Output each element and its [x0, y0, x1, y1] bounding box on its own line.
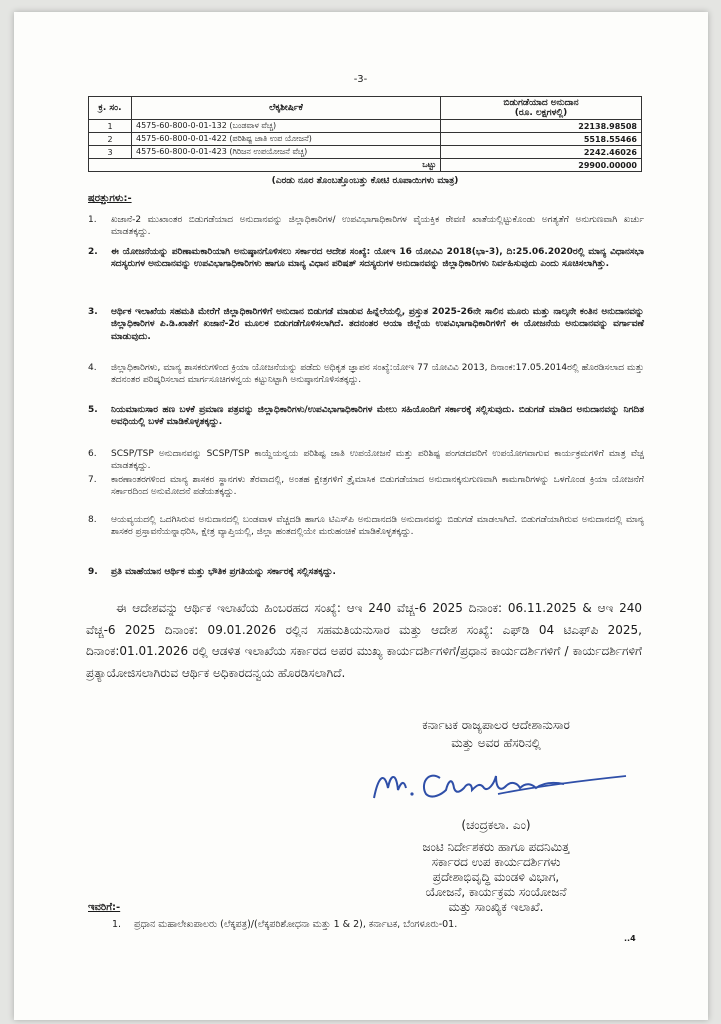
condition-item — [88, 474, 644, 499]
signature-authority — [346, 716, 646, 752]
condition-number: 8. — [88, 515, 97, 525]
condition-item — [88, 448, 644, 473]
allocation-table — [88, 96, 642, 172]
designation-line: ಜಂಟಿ ನಿರ್ದೇಶಕರು ಹಾಗೂ ಪದನಿಮಿತ್ತ — [422, 840, 570, 854]
condition-number: 6. — [88, 449, 97, 459]
copy-to-number: 1. — [112, 919, 122, 930]
signatory-designation — [346, 840, 646, 915]
copy-to-heading: ಇವರಿಗೆ:- — [88, 902, 121, 913]
condition-text: ನಿಯಮಾನುಸಾರ ಹಣ ಬಳಕೆ ಪ್ರಮಾಣ ಪತ್ರವನ್ನು ಜಿಲ್ಲಾಧಿಕಾರಿಗಳು/ಉಪವಿಭಾಗಾಧಿಕಾರಿಗಳ ಮೇಲು ಸಹಿಯೊಂದಿಗೆ ಸರ್ಕಾರಕ್ಕೆ ಸಲ್ಲಿಸುವುದು. ಬಿಡುಗಡೆ ಮಾಡಿದ ಅನುದಾನವನ್ನು ನಿಗದಿತ ಅವಧಿಯಲ್ಲಿ ಬಳಕೆ ಮಾಡಿಕೊಳ್ಳತಕ್ಕದ್ದು. — [111, 405, 644, 428]
cell-amount: 5518.55466 — [441, 133, 642, 146]
condition-item — [88, 306, 644, 343]
cell-head: 4575-60-800-0-01-423 (ಗಿರಿಜನ ಉಪಯೋಜನೆ ವೆಚ್ಚ) — [132, 146, 441, 159]
authority-line-2: ಮತ್ತು ಅವರ ಹೆಸರಿನಲ್ಲಿ — [451, 736, 541, 750]
table-header-row — [89, 97, 642, 120]
designation-line: ಮತ್ತು ಸಾಂಖ್ಯಿಕ ಇಲಾಖೆ. — [448, 900, 544, 914]
condition-number: 5. — [88, 405, 98, 415]
conditions-heading: ಷರತ್ತುಗಳು:- — [88, 193, 132, 204]
col-header-amount-label: ಬಿಡುಗಡೆಯಾದ ಅನುದಾನ — [503, 98, 579, 108]
handwritten-signature — [368, 758, 630, 806]
total-label: ಒಟ್ಟು — [89, 159, 441, 172]
signatory-name: (ಚಂದ್ರಕಲಾ. ಎಂ) — [461, 818, 531, 832]
condition-number: 9. — [88, 567, 98, 577]
col-header-head-of-account: ಲೆಕ್ಕಶೀರ್ಷಿಕೆ — [132, 97, 441, 120]
condition-text: ಆರ್ಥಿಕ ಇಲಾಖೆಯ ಸಹಮತಿ ಮೇರೆಗೆ ಜಿಲ್ಲಾಧಿಕಾರಿಗಳಿಗೆ ಅನುದಾನ ಬಿಡುಗಡೆ ಮಾಡುವ ಹಿನ್ನೆಲೆಯಲ್ಲಿ, ಪ್ರಸ್ತುತ 2025-26ನೇ ಸಾಲಿನ ಮೂರು ಮತ್ತು ನಾಲ್ಕನೇ ಕಂತಿನ ಅನುದಾನವನ್ನು ಜಿಲ್ಲಾಧಿಕಾರಿಗಳ ಪಿ.ಡಿ.ಖಾತೆಗೆ ಖಜಾನೆ-2ರ ಮೂಲಕ ಬಿಡುಗಡೆಗೊಳಿಸಲಾಗಿದೆ. ತದನಂತರ ಆಯಾ ಜಿಲ್ಲೆಯ ಉಪವಿಭಾಗಾಧಿಕಾರಿಗಳಿಗೆ ಈ ಯೋಜನೆಯ ಅನುದಾನವನ್ನು ವರ್ಗಾವಣೆ ಮಾಡುವುದು. — [111, 307, 644, 342]
cell-amount: 2242.46026 — [441, 146, 642, 159]
condition-text: ಆಯವ್ಯಯದಲ್ಲಿ ಒದಗಿಸಿರುವ ಅನುದಾನದಲ್ಲಿ ಬಂಡವಾಳ ವೆಚ್ಚದಡಿ ಹಾಗೂ ಟಿಎಸ್‌ಪಿ ಅನುದಾನದಡಿ ಅನುದಾನವನ್ನು ಬಿಡುಗಡೆ ಮಾಡಲಾಗಿದೆ. ಬಿಡುಗಡೆಯಾಗಿರುವ ಅನುದಾನದಲ್ಲಿ ಮಾನ್ಯ ಶಾಸಕರ ಪ್ರಸ್ತಾವನೆಯನ್ನಾಧರಿಸಿ, ಕ್ಷೇತ್ರ ವ್ಯಾಪ್ತಿಯಲ್ಲಿ, ಜಿಲ್ಲಾ ಹಂತದಲ್ಲಿಯೇ ಮರುಹಂಚಿಕೆ ಮಾಡಿಕೊಳ್ಳತಕ್ಕದ್ದು. — [111, 515, 644, 538]
next-page-marker: ..4 — [624, 934, 636, 943]
condition-number: 3. — [88, 307, 98, 317]
condition-item — [88, 362, 644, 387]
designation-line: ಯೋಜನೆ, ಕಾರ್ಯಕ್ರಮ ಸಂಯೋಜನೆ — [425, 885, 567, 899]
cell-head: 4575-60-800-0-01-422 (ಪರಿಶಿಷ್ಟ ಜಾತಿ ಉಪ ಯೋಜನೆ) — [132, 133, 441, 146]
order-paragraph: ಈ ಆದೇಶವನ್ನು ಆರ್ಥಿಕ ಇಲಾಖೆಯ ಹಿಂಬರಹದ ಸಂಖ್ಯೆ: ಆಇ 240 ವೆಚ್ಚ-6 2025 ದಿನಾಂಕ: 06.11.2025 & ಆಇ 240 ವೆಚ್ಚ-6 2025 ದಿನಾಂಕ: 09.01.2026 ರಲ್ಲಿನ ಸಹಮತಿಯನುಸಾರ ಮತ್ತು ಆದೇಶ ಸಂಖ್ಯೆ: ಎಫ್‌ಡಿ 04 ಟಿಎಫ್‌ಪಿ 2025, ದಿನಾಂಕ:01.01.2026 ರಲ್ಲಿ ಆಡಳಿತ ಇಲಾಖೆಯ ಸರ್ಕಾರದ ಅಪರ ಮುಖ್ಯ ಕಾರ್ಯದರ್ಶಿಗಳಿಗೆ/ಪ್ರಧಾನ ಕಾರ್ಯದರ್ಶಿಗಳಿಗೆ / ಕಾರ್ಯದರ್ಶಿಗಳಿಗೆ ಪ್ರತ್ಯಾಯೋಜಿಸಲಾಗಿರುವ ಆರ್ಥಿಕ ಅಧಿಕಾರದನ್ವಯ ಹೊರಡಿಸಲಾಗಿದೆ. — [86, 601, 642, 680]
condition-text: ಪ್ರತಿ ಮಾಹೆಯಾನ ಆರ್ಥಿಕ ಮತ್ತು ಭೌತಿಕ ಪ್ರಗತಿಯನ್ನು ಸರ್ಕಾರಕ್ಕೆ ಸಲ್ಲಿಸತಕ್ಕದ್ದು. — [111, 567, 336, 577]
condition-number: 4. — [88, 363, 97, 373]
table-row — [89, 146, 642, 159]
condition-item — [88, 246, 644, 271]
condition-text: SCSP/TSP ಅನುದಾನವನ್ನು SCSP/TSP ಕಾಯ್ದೆಯನ್ವಯ ಪರಿಶಿಷ್ಟ ಜಾತಿ ಉಪಯೋಜನೆ ಮತ್ತು ಪರಿಶಿಷ್ಟ ಪಂಗಡದವರಿಗೆ ಉಪಯೋಗವಾಗುವ ಕಾರ್ಯಕ್ರಮಗಳಿಗೆ ಮಾತ್ರ ವೆಚ್ಚ ಮಾಡತಕ್ಕದ್ದು. — [111, 449, 644, 472]
col-header-amount — [441, 97, 642, 120]
table-total-row — [89, 159, 642, 172]
cell-sl: 3 — [89, 146, 132, 159]
condition-text: ಕಾರಣಾಂತರಗಳಿಂದ ಮಾನ್ಯ ಶಾಸಕರ ಸ್ಥಾನಗಳು ತೆರವಾದಲ್ಲಿ, ಅಂತಹ ಕ್ಷೇತ್ರಗಳಿಗೆ ತ್ರೈಮಾಸಿಕ ಬಿಡುಗಡೆಯಾದ ಅನುದಾನಕ್ಕನುಗುಣವಾಗಿ ಕಾಮಗಾರಿಗಳನ್ನು ಒಳಗೊಂಡ ಕ್ರಿಯಾ ಯೋಜನೆಗೆ ಸರ್ಕಾರದಿಂದ ಅನುಮೋದನೆ ಪಡೆಯತಕ್ಕದ್ದು. — [111, 475, 644, 498]
amount-in-words: (ಎರಡು ನೂರ ತೊಂಬತ್ತೊಂಬತ್ತು ಕೋಟಿ ರೂಪಾಯಿಗಳು ಮಾತ್ರ) — [271, 176, 459, 186]
total-amount: 29900.00000 — [441, 159, 642, 172]
table-row — [89, 120, 642, 133]
condition-item — [88, 404, 644, 429]
copy-to-text: ಪ್ರಧಾನ ಮಹಾಲೇಖಪಾಲರು (ಲೆಕ್ಕಪತ್ರ)/(ಲೆಕ್ಕಪರಿಶೋಧನಾ ಮತ್ತು 1 & 2), ಕರ್ನಾಟಕ, ಬೆಂಗಳೂರು-01. — [134, 919, 458, 930]
cell-head: 4575-60-800-0-01-132 (ಬಂಡವಾಳ ವೆಚ್ಚ) — [132, 120, 441, 133]
condition-item — [88, 566, 644, 578]
cell-sl: 2 — [89, 133, 132, 146]
condition-number: 2. — [88, 247, 98, 257]
condition-text: ಜಿಲ್ಲಾಧಿಕಾರಿಗಳು, ಮಾನ್ಯ ಶಾಸಕರುಗಳಿಂದ ಕ್ರಿಯಾ ಯೋಜನೆಯನ್ನು ಪಡೆದು ಅಧಿಕೃತ ಜ್ಞಾಪನ ಸಂಖ್ಯೆ:ಯೋಇ 77 ಯೋವಿವಿ 2013, ದಿನಾಂಕ:17.05.2014ರಲ್ಲಿ ಹೊರಡಿಸಲಾದ ಮತ್ತು ತದನಂತರ ಪರಿಷ್ಕರಿಸಲಾದ ಮಾರ್ಗಸೂಚಿಗಳನ್ವಯ ಕಟ್ಟುನಿಟ್ಟಾಗಿ ಅನುಷ್ಠಾನಗೊಳಿಸತಕ್ಕದ್ದು. — [111, 363, 644, 386]
designation-line: ಸರ್ಕಾರದ ಉಪ ಕಾರ್ಯದರ್ಶಿಗಳು — [431, 855, 561, 869]
condition-number: 7. — [88, 475, 97, 485]
cell-sl: 1 — [89, 120, 132, 133]
col-header-amount-unit: (ರೂ. ಲಕ್ಷಗಳಲ್ಲಿ) — [514, 108, 568, 118]
table-row — [89, 133, 642, 146]
designation-line: ಪ್ರದೇಶಾಭಿವೃದ್ಧಿ ಮಂಡಳಿ ವಿಭಾಗ, — [432, 870, 560, 884]
condition-text: ಖಜಾನೆ-2 ಮುಖಾಂತರ ಬಿಡುಗಡೆಯಾದ ಅನುದಾನವನ್ನು ಜಿಲ್ಲಾಧಿಕಾರಿಗಳ/ ಉಪವಿಭಾಗಾಧಿಕಾರಿಗಳ ವೈಯಕ್ತಿಕ ಠೇವಣಿ ಖಾತೆಯಲ್ಲಿಟ್ಟುಕೊಂಡು ಅಗತ್ಯತೆಗೆ ಅನುಗುಣವಾಗಿ ಖರ್ಚು ಮಾಡತಕ್ಕದ್ದು. — [111, 215, 644, 238]
condition-item — [88, 514, 644, 539]
cell-amount: 22138.98508 — [441, 120, 642, 133]
condition-number: 1. — [88, 215, 97, 225]
condition-text: ಈ ಯೋಜನೆಯನ್ನು ಪರಿಣಾಮಕಾರಿಯಾಗಿ ಅನುಷ್ಠಾನಗೊಳಿಸಲು ಸರ್ಕಾರದ ಆದೇಶ ಸಂಖ್ಯೆ: ಯೋಇ 16 ಯೋವಿವಿ 2018(ಭಾ-3), ದಿ:25.06.2020ರಲ್ಲಿ ಮಾನ್ಯ ವಿಧಾನಸಭಾ ಸದಸ್ಯರುಗಳ ಅನುದಾನವನ್ನು ಉಪವಿಭಾಗಾಧಿಕಾರಿಗಳು ಹಾಗೂ ಮಾನ್ಯ ವಿಧಾನ ಪರಿಷತ್ ಸದಸ್ಯರುಗಳ ಅನುದಾನವನ್ನು ಜಿಲ್ಲಾಧಿಕಾರಿಗಳು ನಿರ್ವಹಿಸುವುದು ಎಂದು ಸೂಚಿಸಲಾಗಿತ್ತು. — [111, 247, 644, 270]
condition-item — [88, 214, 644, 239]
copy-to-item — [112, 919, 457, 930]
authority-line-1: ಕರ್ನಾಟಕ ರಾಜ್ಯಪಾಲರ ಆದೇಶಾನುಸಾರ — [422, 718, 570, 732]
col-header-sl: ಕ್ರ. ಸಂ. — [89, 97, 132, 120]
page-number: -3- — [353, 74, 368, 85]
